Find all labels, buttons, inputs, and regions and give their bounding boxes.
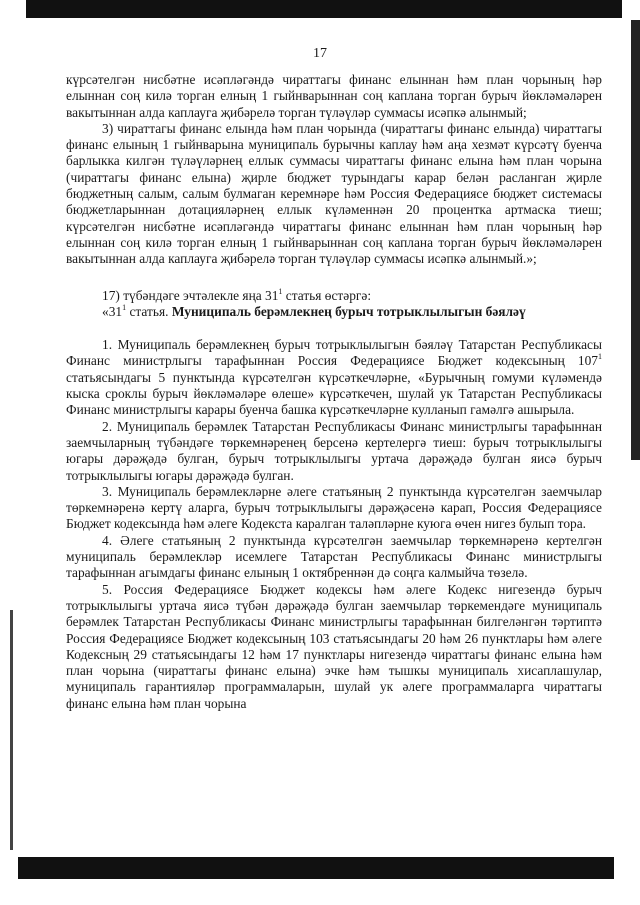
article-item-4: 4. Әлеге статьяның 2 пунктында күрсәтелгән заемчылар төркемнәренә кертелгән муниципаль берәмлекләр исемлеге Татарстан Республикасы Финанс министрлыгы тарафыннан агымдагы финанс елының 1 октябреннән дә соңга калмыйча төзелә. [66, 532, 602, 581]
paragraph-point-3: 3) чираттагы финанс елында һәм план чорында (чираттагы финанс елында) чираттагы финанс елының 1 гыйнварына муниципаль бурычны каплау һәм аңа хезмәт күрсәтү буенча барлыкка килгән түләүләрнең еллык суммасы чираттагы финанс елына һәм план чорына (чираттагы финанс елына) җирле бюджет турындагы карар белән расланган җирле бюджетның салым, салым булмаган керемнәре һәм Россия Федерациясе бюджет системасы бюджетларыннан дотацияләрнең еллык күләменнән 20 процентка артмаска тиеш; күрсәтелгән нисбәтне исәпләгәндә чираттагы финанс елыннан һәм план чорының һәр елыннан соң килә торган елның 1 гыйнварыннан соң каплана торган бурыч йөкләмәләрен вакытыннан алда каплауга җибәрелә торган түләүләр суммасы исәпкә алынмый.»; [66, 120, 602, 267]
amendment-17-superscript: 1 [278, 286, 283, 296]
spacer [66, 320, 602, 337]
article-item-1-superscript: 1 [598, 352, 602, 362]
paragraph-continuation: күрсәтелгән нисбәтне исәпләгәндә чираттагы финанс елыннан һәм план чорының һәр елыннан соң килә торган елның 1 гыйнварыннан соң каплана торган бурыч йөкләмәләрен вакытыннан алда каплауга җибәрелә торган түләүләр суммасы исәпкә алынмый; [66, 72, 602, 120]
amendment-17-text: 17) түбәндәге эчтәлекле яңа 31 [102, 287, 279, 303]
article-item-5: 5. Россия Федерациясе Бюджет кодексы һәм әлеге Кодекс нигезендә бурыч тотрыклылыгы уртача яисә түбән дәрәҗәдә булган заемчылар төркемендәге муниципаль берәмлек Татарстан Республикасы Финанс министрлыгы тарафыннан билгеләнгән тәртиптә Россия Федерациясе Бюджет кодексының 103 статьясындагы 20 һәм 26 пунктлары һәм әлеге Кодексның 29 статьясындагы 12 һәм 17 пунктлары нигезендә чираттагы финанс елына һәм план чорына (чираттагы финанс елына) эчке һәм тышкы муниципаль хисаплашулар, муниципаль гарантияләр программаларын, шулай ук әлеге программаларга чираттагы финанс елына һәм план чорына [66, 581, 602, 711]
article-title: Муниципаль берәмлекнең бурыч тотрыклылыгын бәяләү [171, 303, 526, 319]
article-item-3: 3. Муниципаль берәмлекләрне әлеге статьяның 2 пунктында күрсәтелгән заемчылар төркемнәренә кертү аларга, бурыч тотрыклылыгы дәрәҗәсенә карап, Россия Федерациясе Бюджет кодексында һәм әлеге Кодекста каралган таләпләрне куюга өчен нигез булып тора. [66, 483, 602, 532]
article-heading-open: «31 [102, 303, 123, 319]
scan-edge-right [631, 20, 640, 460]
amendment-17-tail: статья өстәргә: [282, 287, 372, 303]
scan-edge-left [10, 610, 13, 850]
article-heading-superscript: 1 [122, 302, 127, 312]
document-body [66, 72, 602, 712]
article-item-1-rest: статьясындагы 5 пунктында күрсәтелгән күрсәткечләрне, «Бурычның гомуми күләмендә кыска сроклы бурыч йөкләмәләре өлеше» күрсәткечен, шулай ук Татарстан Республикасы Финанс министрлыгы карары буенча башка күрсәткечләрне кулланып гамәлгә ашырыла. [66, 369, 602, 418]
article-heading [66, 304, 602, 320]
page-number: 17 [313, 46, 327, 61]
spacer [66, 268, 602, 288]
article-item-1 [66, 337, 602, 418]
article-item-2: 2. Муниципаль берәмлек Татарстан Республикасы Финанс министрлыгы тарафыннан заемчыларның түбәндәге төркемнәренең берсенә кертелергә тиеш: бурыч тотрыклылыгы югары дәрәҗәдә булган, бурыч тотрыклылыгы уртача дәрәҗәдә булган яисә бурыч тотрыклылыгы югары дәрәҗәдә булган. [66, 418, 602, 483]
scan-edge-top [26, 0, 622, 18]
scan-edge-bottom [18, 857, 614, 879]
amendment-17 [66, 288, 602, 304]
article-heading-word: статья. [126, 303, 172, 319]
article-item-1-text: 1. Муниципаль берәмлекнең бурыч тотрыклылыгын бәяләү Татарстан Республикасы Финанс министрлыгы тарафыннан Россия Федерациясе Бюджет кодексының 107 [66, 337, 602, 369]
